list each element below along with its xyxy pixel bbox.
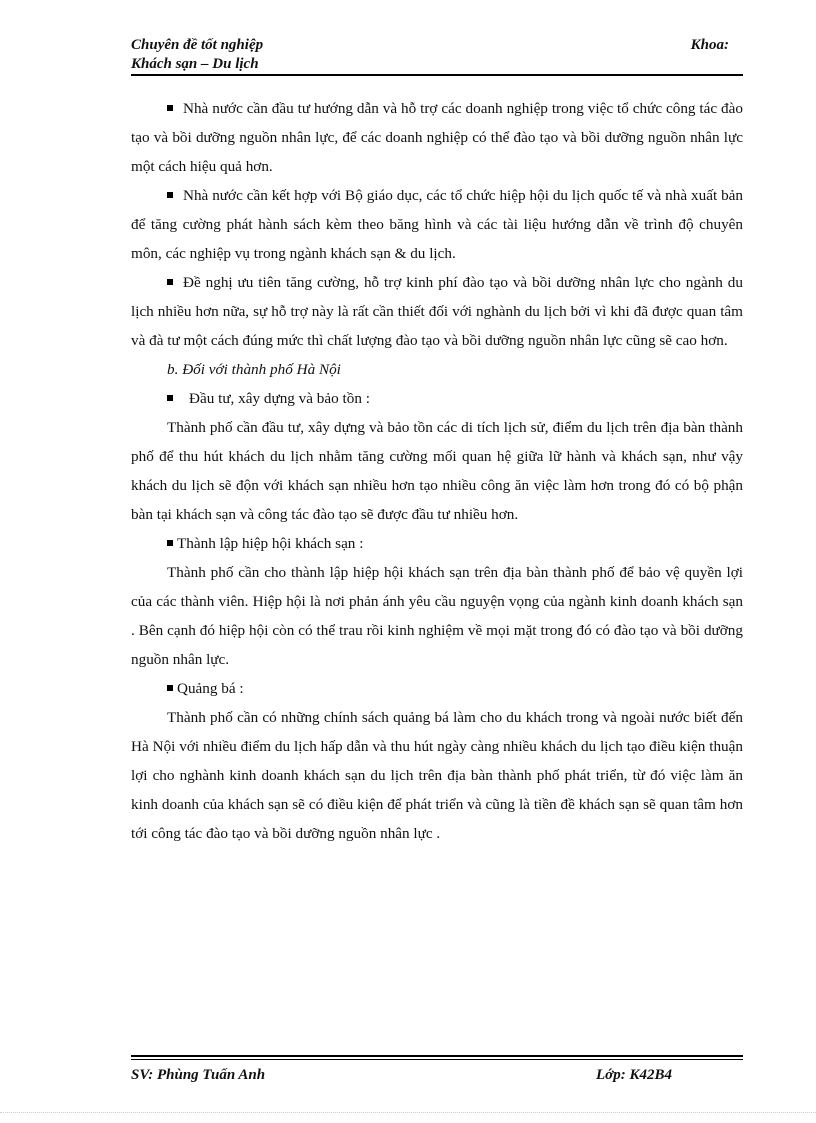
subheading-1	[131, 384, 743, 413]
paragraph-1-text: Nhà nước cần đầu tư hướng dẫn và hỗ trợ các doanh nghiệp trong việc tổ chức công tác đào tạo và bồi dưỡng nguồn nhân lực, để các doanh nghiệp có thể đào tạo và bồi dưỡng nguồn nhân lực một cách hiệu quả hơn.	[131, 100, 743, 175]
subheading-2	[131, 529, 743, 558]
paragraph-4: Thành phố cần đầu tư, xây dựng và bảo tồn các di tích lịch sử, điểm du lịch trên địa bàn thành phố để thu hút khách du lịch nhằm tăng cường mối quan hệ giữa lữ hành và khách sạn, như vậy khách du lịch sẽ độn với khách sạn nhiều hơn tạo nhiều công ăn việc làm hơn trong đó có bộ phận bàn tại khách sạn và công tác đào tạo sẽ được đầu tư nhiều hơn.	[131, 419, 743, 523]
document-body	[131, 94, 743, 848]
paragraph-1	[131, 94, 743, 181]
section-heading-b: b. Đối với thành phố Hà Nội	[167, 361, 341, 378]
paragraph-3-text: Đề nghị ưu tiên tăng cường, hỗ trợ kinh phí đào tạo và bồi dưỡng nhân lực cho ngành du lịch nhiều hơn nữa, sự hỗ trợ này là rất cần thiết đối với nghành du lịch bởi vì khi đã được quan tâm và đà tư một cách đúng mức thì chất lượng đào tạo và bồi dưỡng nguồn nhân lực cũng sẽ cao hơn.	[131, 274, 743, 349]
header-subtitle: Khách sạn – Du lịch	[131, 56, 259, 72]
header-title: Chuyên đề tốt nghiệp	[131, 37, 264, 53]
subheading-2-text: Thành lập hiệp hội khách sạn :	[177, 535, 364, 552]
subheading-1-text: Đầu tư, xây dựng và bảo tồn :	[189, 390, 370, 407]
paragraph-6: Thành phố cần có những chính sách quảng bá làm cho du khách trong và ngoài nước biết đến Hà Nội với nhiều điểm du lịch hấp dẫn và thu hút ngày càng nhiều khách du lịch tạo điều kiện thuận lợi cho nghành kinh doanh khách sạn du lịch trên địa bàn thành phố phát triển, từ đó việc làm ăn kinh doanh của khách sạn sẽ có điều kiện để phát triển và cũng là tiền đề khách sạn sẽ quan tâm hơn tới công tác đào tạo và bồi dưỡng nguồn nhân lực .	[131, 709, 743, 842]
paragraph-5: Thành phố cần cho thành lập hiệp hội khách sạn trên địa bàn thành phố để bảo vệ quyền lợi của các thành viên. Hiệp hội là nơi phản ánh yêu cầu nguyện vọng của ngành kinh doanh khách sạn . Bên cạnh đó hiệp hội còn có thể trau rồi kinh nghiệm về mọi mặt trong đó có đào tạo và bồi dưỡng nguồn nhân lực.	[131, 564, 743, 668]
footer-divider-thin	[131, 1059, 743, 1060]
subheading-3	[131, 674, 743, 703]
paragraph-2-text: Nhà nước cần kết hợp với Bộ giáo dục, các tổ chức hiệp hội du lịch quốc tế và nhà xuất bản để tăng cường phát hành sách kèm theo băng hình và các tài liệu hướng dẫn về trình độ chuyên môn, các nghiệp vụ trong ngành khách sạn & du lịch.	[131, 187, 743, 262]
page-header	[131, 36, 743, 74]
header-faculty: Khoa:	[690, 37, 729, 53]
header-divider	[131, 74, 743, 76]
bullet-icon	[167, 395, 173, 401]
footer-class: Lớp: K42B4	[596, 1067, 672, 1083]
footer-student: SV: Phùng Tuấn Anh	[131, 1067, 266, 1083]
page-edge	[0, 1112, 816, 1113]
bullet-icon	[167, 105, 173, 111]
bullet-icon	[167, 279, 173, 285]
paragraph-2	[131, 181, 743, 268]
bullet-icon	[167, 540, 173, 546]
paragraph-3	[131, 268, 743, 355]
subheading-3-text: Quảng bá :	[177, 680, 244, 697]
bullet-icon	[167, 685, 173, 691]
footer-divider	[131, 1055, 743, 1057]
bullet-icon	[167, 192, 173, 198]
page-footer	[131, 1066, 743, 1085]
